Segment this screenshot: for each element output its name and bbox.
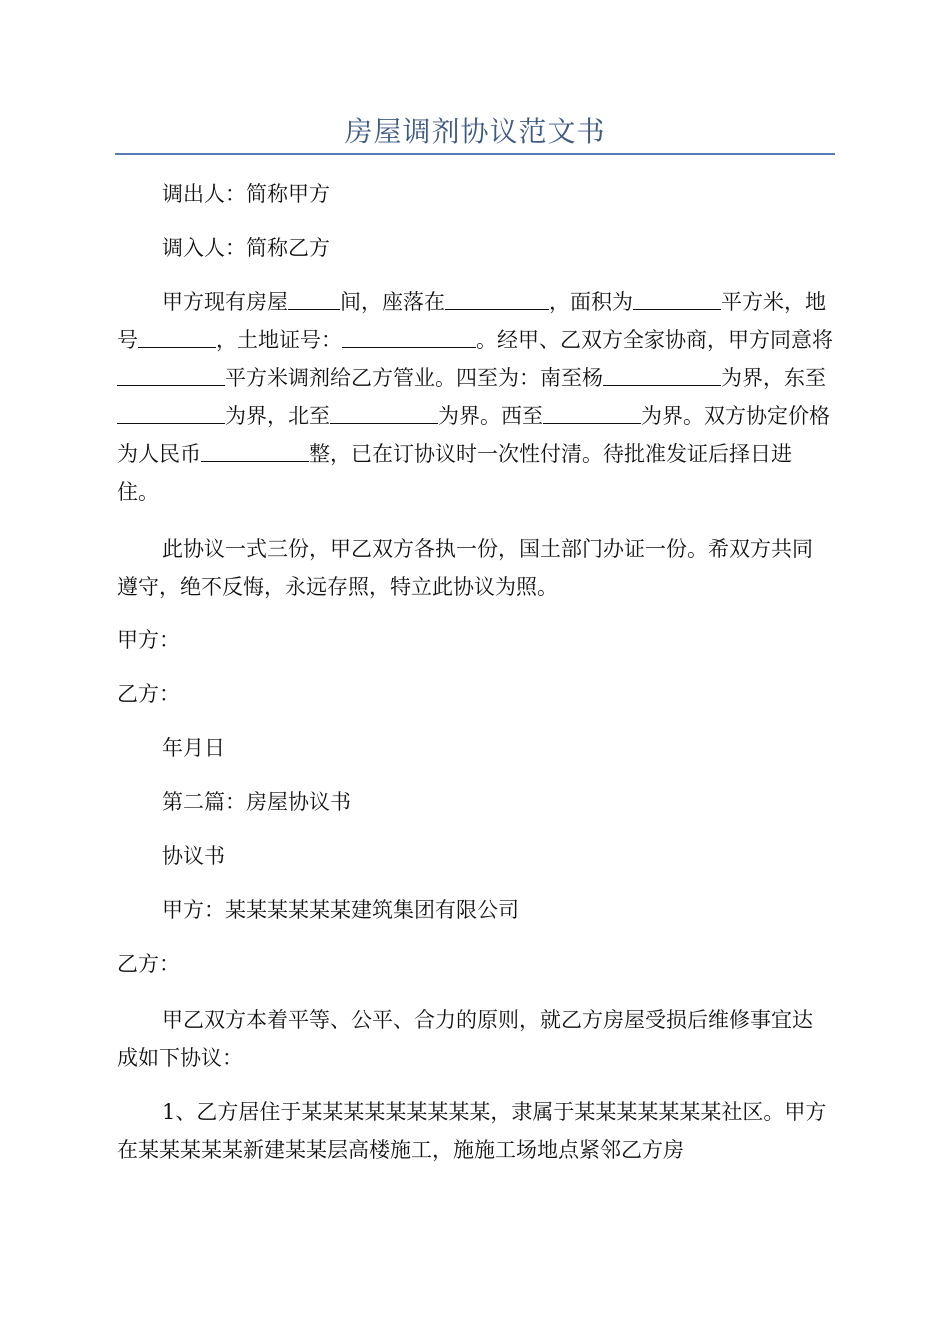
- agreement-heading: 协议书: [162, 844, 225, 868]
- party-a-line: 甲方：某某某某某某建筑集团有限公司: [162, 898, 519, 922]
- paragraph-house-terms: 甲方现有房屋 间，座落在 ，面积为 平方米，地号 ，土地证号： 。经甲、乙双方全家协商，甲方同意将平方米调剂给乙方管业。四至为：南至杨 为界，东至为界，北至 为界。西至 为界。双方协定价格为人民币 整，已在订协议时一次性付清。待批准发证后择日进住。: [117, 290, 833, 504]
- blank-field: [543, 402, 641, 424]
- blank-field: [445, 288, 549, 310]
- blank-field: [342, 326, 476, 348]
- party-b-line: 乙方：: [117, 952, 180, 976]
- date-line: 年月日: [162, 736, 225, 760]
- blank-field: [117, 364, 225, 386]
- paragraph-principle: 甲乙双方本着平等、公平、合力的原则，就乙方房屋受损后维修事宜达成如下协议：: [117, 1008, 813, 1070]
- signature-party-a: 甲方：: [117, 628, 180, 652]
- blank-field: [633, 288, 721, 310]
- blank-field: [201, 440, 309, 462]
- signature-party-b: 乙方：: [117, 682, 180, 706]
- blank-field: [117, 402, 225, 424]
- paragraph-copies: 此协议一式三份，甲乙双方各执一份，国土部门办证一份。希双方共同遵守，绝不反悔，永远存照，特立此协议为照。: [117, 537, 813, 599]
- document-title: 房屋调剂协议范文书: [344, 115, 606, 148]
- paragraph-transferor: 调出人：简称甲方: [162, 182, 330, 206]
- blank-field: [288, 288, 340, 310]
- paragraph-transferee: 调入人：简称乙方: [162, 236, 330, 260]
- blank-field: [603, 364, 721, 386]
- title-underline: [115, 153, 835, 155]
- blank-field: [330, 402, 438, 424]
- paragraph-clause-1: 1、乙方居住于某某某某某某某某某，隶属于某某某某某某某社区。甲方在某某某某某新建某某层高楼施工，施施工场地点紧邻乙方房: [117, 1100, 827, 1162]
- section-heading: 第二篇：房屋协议书: [162, 790, 351, 814]
- blank-field: [138, 326, 216, 348]
